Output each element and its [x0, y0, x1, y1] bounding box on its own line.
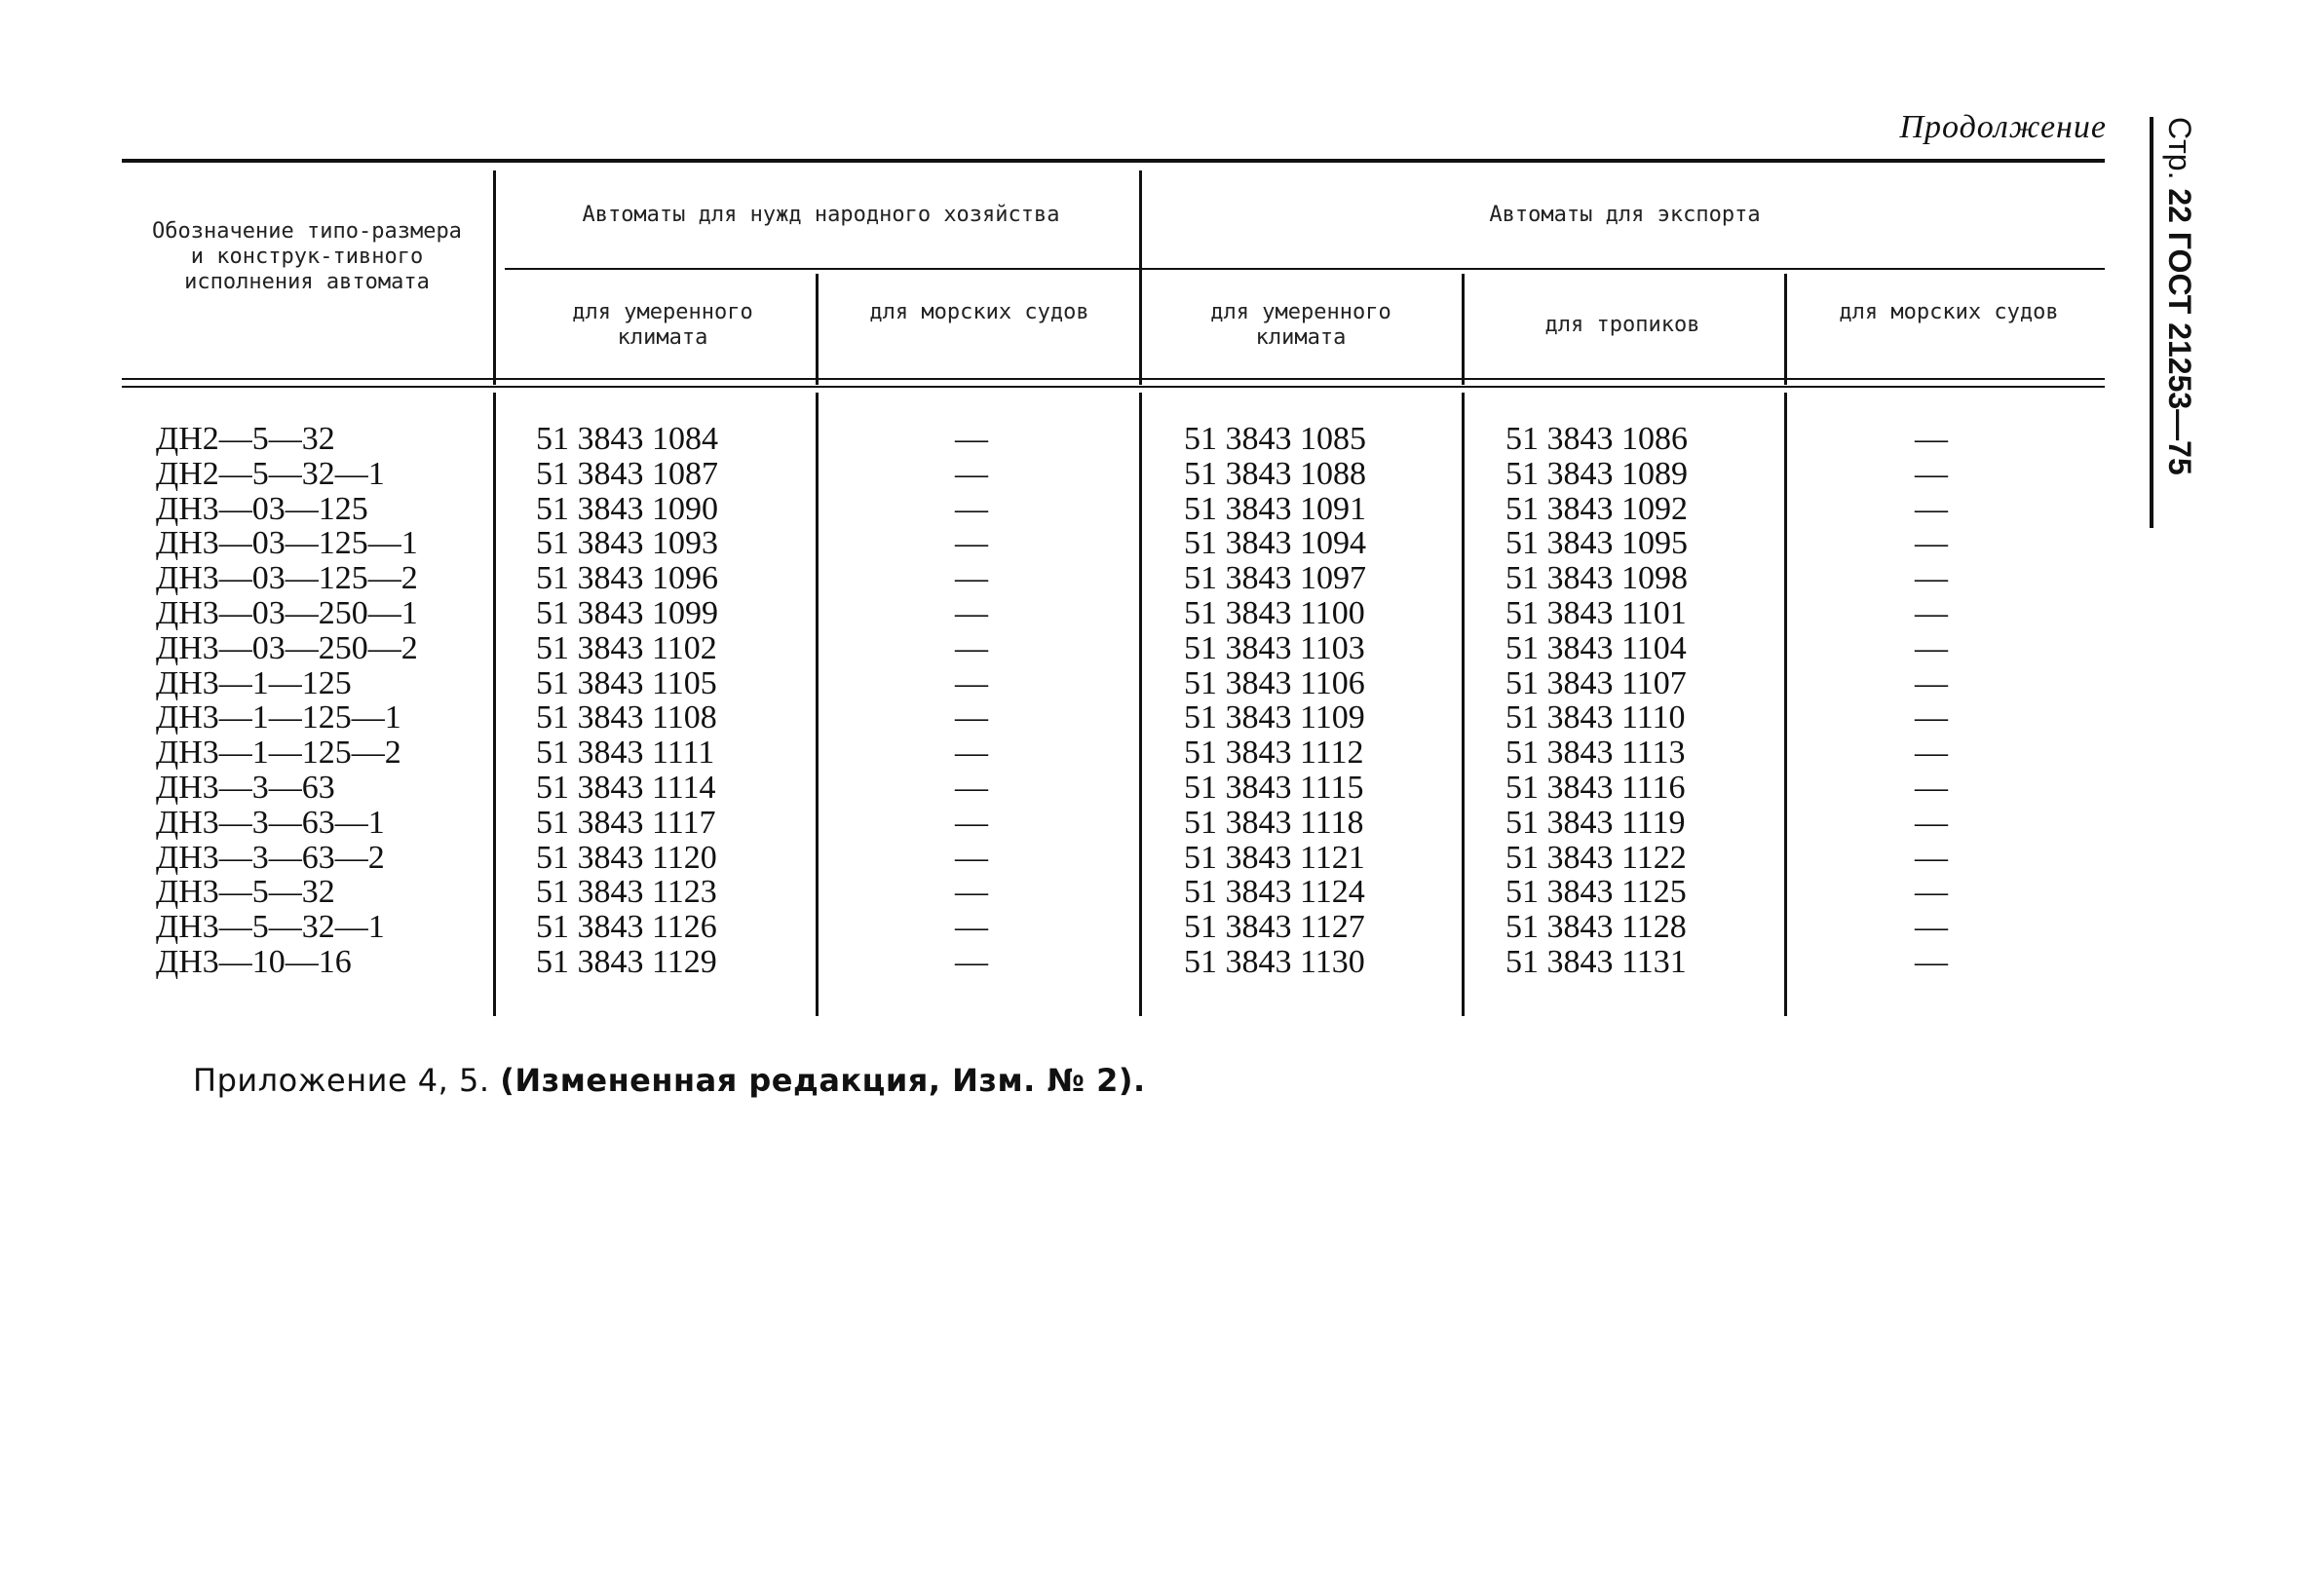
cell-export-tropics: 51 3843 1125 [1505, 874, 1687, 911]
cell-export-tropics: 51 3843 1119 [1505, 804, 1686, 841]
cell-domestic-marine: — [955, 664, 988, 701]
cell-export-temperate: 51 3843 1103 [1184, 629, 1365, 666]
cell-export-tropics: 51 3843 1095 [1505, 525, 1688, 562]
table-row [122, 561, 2105, 596]
cell-domestic-marine: — [955, 421, 988, 457]
cell-export-temperate: 51 3843 1130 [1184, 944, 1365, 980]
cell-export-marine: — [1915, 804, 1948, 841]
cell-export-tropics: 51 3843 1122 [1505, 839, 1687, 876]
cell-designation: ДН3—1—125—2 [156, 735, 401, 772]
cell-export-marine: — [1915, 595, 1948, 631]
table-row [122, 910, 2105, 945]
cell-domestic-temperate: 51 3843 1108 [536, 699, 717, 736]
table-row [122, 841, 2105, 876]
cell-designation: ДН3—03—250—1 [156, 595, 418, 631]
cell-export-marine: — [1915, 421, 1948, 457]
table-row [122, 526, 2105, 561]
cell-designation: ДН2—5—32 [156, 421, 335, 457]
side-header-standard: ГОСТ 21253—75 [2162, 231, 2197, 475]
cell-domestic-marine: — [955, 629, 988, 666]
cell-designation: ДН3—03—125—2 [156, 560, 418, 597]
cell-export-tropics: 51 3843 1128 [1505, 909, 1687, 946]
header-export-marine: для морских судов [1839, 300, 2059, 324]
cell-domestic-marine: — [955, 490, 988, 527]
cell-domestic-temperate: 51 3843 1099 [536, 595, 718, 631]
cell-designation: ДН3—3—63 [156, 770, 335, 806]
cell-domestic-temperate: 51 3843 1120 [536, 839, 717, 876]
table-row [122, 492, 2105, 527]
group-divider-domestic [505, 268, 1145, 270]
table-row [122, 631, 2105, 666]
cell-export-tropics: 51 3843 1092 [1505, 490, 1688, 527]
cell-export-tropics: 51 3843 1086 [1505, 421, 1688, 457]
header-bottom-rule-2 [122, 386, 2105, 388]
cell-designation: ДН3—5—32—1 [156, 909, 385, 946]
cell-export-temperate: 51 3843 1094 [1184, 525, 1366, 562]
col-divider-2 [816, 274, 819, 385]
cell-export-marine: — [1915, 735, 1948, 772]
cell-export-tropics: 51 3843 1089 [1505, 455, 1688, 492]
table-row [122, 771, 2105, 806]
cell-export-tropics: 51 3843 1101 [1505, 595, 1687, 631]
cell-domestic-marine: — [955, 699, 988, 736]
cell-domestic-temperate: 51 3843 1102 [536, 629, 717, 666]
cell-export-marine: — [1915, 909, 1948, 946]
cell-domestic-marine: — [955, 525, 988, 562]
cell-designation: ДН3—3—63—1 [156, 804, 385, 841]
cell-export-marine: — [1915, 664, 1948, 701]
cell-export-marine: — [1915, 770, 1948, 806]
cell-export-temperate: 51 3843 1106 [1184, 664, 1365, 701]
table-row [122, 735, 2105, 771]
cell-export-temperate: 51 3843 1097 [1184, 560, 1366, 597]
cell-export-marine: — [1915, 699, 1948, 736]
cell-domestic-temperate: 51 3843 1126 [536, 909, 717, 946]
cell-export-temperate: 51 3843 1115 [1184, 770, 1364, 806]
footnote-prefix: Приложение 4, 5. [193, 1062, 490, 1099]
side-header [2161, 117, 2197, 475]
col-divider-3 [1139, 170, 1142, 385]
cell-export-temperate: 51 3843 1085 [1184, 421, 1366, 457]
cell-designation: ДН3—1—125—1 [156, 699, 401, 736]
table-top-rule [122, 159, 2105, 163]
table-row [122, 945, 2105, 980]
cell-export-marine: — [1915, 839, 1948, 876]
cell-designation: ДН3—5—32 [156, 874, 335, 911]
cell-export-marine: — [1915, 629, 1948, 666]
cell-export-marine: — [1915, 455, 1948, 492]
cell-domestic-temperate: 51 3843 1129 [536, 944, 717, 980]
cell-domestic-marine: — [955, 944, 988, 980]
cell-domestic-temperate: 51 3843 1123 [536, 874, 717, 911]
cell-domestic-temperate: 51 3843 1114 [536, 770, 716, 806]
side-header-rule [2150, 117, 2153, 528]
cell-export-temperate: 51 3843 1118 [1184, 804, 1364, 841]
cell-designation: ДН3—1—125 [156, 664, 352, 701]
footnote-revision: (Измененная редакция, Изм. № 2). [500, 1062, 1146, 1099]
cell-domestic-marine: — [955, 874, 988, 911]
cell-export-tropics: 51 3843 1098 [1505, 560, 1688, 597]
cell-export-tropics: 51 3843 1131 [1505, 944, 1687, 980]
cell-domestic-marine: — [955, 735, 988, 772]
cell-export-marine: — [1915, 490, 1948, 527]
cell-designation: ДН3—03—125—1 [156, 525, 418, 562]
cell-export-tropics: 51 3843 1107 [1505, 664, 1687, 701]
cell-export-tropics: 51 3843 1110 [1505, 699, 1686, 736]
header-domestic-marine: для морских судов [869, 300, 1089, 324]
cell-domestic-marine: — [955, 909, 988, 946]
cell-domestic-marine: — [955, 770, 988, 806]
footnote [193, 1062, 1146, 1099]
cell-export-temperate: 51 3843 1091 [1184, 490, 1366, 527]
cell-export-marine: — [1915, 525, 1948, 562]
cell-export-tropics: 51 3843 1116 [1505, 770, 1686, 806]
cell-designation: ДН3—03—250—2 [156, 629, 418, 666]
cell-designation: ДН3—3—63—2 [156, 839, 385, 876]
group-divider-export [1145, 268, 2105, 270]
cell-export-temperate: 51 3843 1127 [1184, 909, 1365, 946]
header-export-temperate: для умеренного климата [1210, 300, 1391, 350]
side-header-prefix: Стр. [2162, 117, 2197, 180]
table-row [122, 700, 2105, 735]
cell-domestic-marine: — [955, 560, 988, 597]
cell-domestic-marine: — [955, 595, 988, 631]
side-header-page: 22 [2162, 188, 2197, 223]
cell-designation: ДН3—03—125 [156, 490, 368, 527]
header-group-export: Автоматы для экспорта [1489, 203, 1761, 227]
cell-export-marine: — [1915, 874, 1948, 911]
table-row [122, 666, 2105, 701]
table-row [122, 457, 2105, 492]
cell-domestic-temperate: 51 3843 1105 [536, 664, 717, 701]
header-export-tropics: для тропиков [1544, 313, 1700, 337]
cell-domestic-temperate: 51 3843 1087 [536, 455, 718, 492]
cell-domestic-temperate: 51 3843 1084 [536, 421, 718, 457]
table-row [122, 422, 2105, 457]
header-designation: Обозначение типо-размера и конструк-тивного исполнения автомата [152, 219, 462, 294]
cell-domestic-temperate: 51 3843 1111 [536, 735, 715, 772]
cell-export-temperate: 51 3843 1088 [1184, 455, 1366, 492]
col-divider-4 [1462, 274, 1465, 385]
table-row [122, 596, 2105, 631]
cell-domestic-marine: — [955, 455, 988, 492]
cell-domestic-marine: — [955, 804, 988, 841]
cell-export-temperate: 51 3843 1109 [1184, 699, 1365, 736]
cell-domestic-temperate: 51 3843 1117 [536, 804, 716, 841]
header-group-domestic: Автоматы для нужд народного хозяйства [582, 203, 1060, 227]
table-row [122, 806, 2105, 841]
cell-export-temperate: 51 3843 1124 [1184, 874, 1365, 911]
header-bottom-rule-1 [122, 378, 2105, 380]
continuation-label: Продолжение [1899, 109, 2107, 145]
cell-export-temperate: 51 3843 1121 [1184, 839, 1365, 876]
header-domestic-temperate: для умеренного климата [572, 300, 753, 350]
cell-domestic-marine: — [955, 839, 988, 876]
cell-designation: ДН2—5—32—1 [156, 455, 385, 492]
cell-domestic-temperate: 51 3843 1090 [536, 490, 718, 527]
col-divider-1 [493, 170, 496, 385]
cell-export-temperate: 51 3843 1100 [1184, 595, 1365, 631]
cell-export-tropics: 51 3843 1113 [1505, 735, 1686, 772]
cell-export-marine: — [1915, 560, 1948, 597]
cell-export-temperate: 51 3843 1112 [1184, 735, 1364, 772]
cell-export-tropics: 51 3843 1104 [1505, 629, 1687, 666]
col-divider-5 [1784, 274, 1787, 385]
table-row [122, 875, 2105, 910]
cell-designation: ДН3—10—16 [156, 944, 352, 980]
cell-domestic-temperate: 51 3843 1093 [536, 525, 718, 562]
cell-domestic-temperate: 51 3843 1096 [536, 560, 718, 597]
cell-export-marine: — [1915, 944, 1948, 980]
